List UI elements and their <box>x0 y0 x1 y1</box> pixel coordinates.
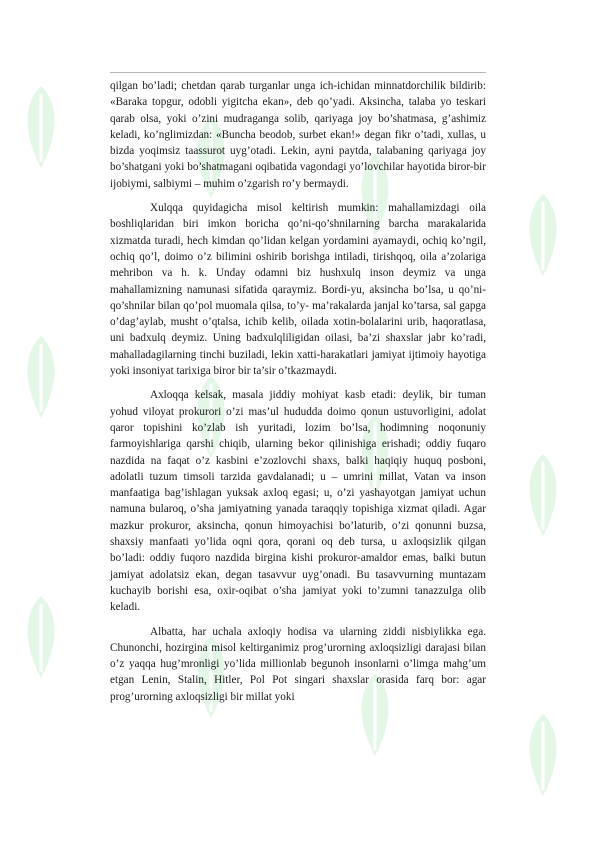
leaf-logo-icon <box>18 592 64 682</box>
body-text <box>110 78 486 713</box>
paragraph-4: Albatta, har uchala axloqiy hodisa va ularning ziddi nisbiylikka ega. Chunonchi, hozirgina misol keltirganimiz prog’urorning axloqsizligi darajasi bilan o’z yaqqa hug’mronligi yo’lida millionlab begunoh insonlarni o’limga mahg’um etgan Lenin, Stalin, Hitler, Pol Pot singari shaxslar orasida farq bor: agar prog’urorning axloqsizligi bir millat yoki <box>110 625 486 703</box>
leaf-logo-icon <box>520 190 566 280</box>
leaf-logo-icon <box>18 82 64 172</box>
paragraph-1: qilgan bo’ladi; chetdan qarab turganlar unga ich-ichidan minnatdorchilik bildirib: «Baraka topgur, odobli yigitcha ekan», deb qo’yadi. Aksincha, talaba yo teskari qarab olsa, yoki o’zini mudraganga solib, qariyaga joy bo’shatmasa, g’ashimiz keladi, ko’nglimizdan: «Buncha beodob, surbet ekan!» degan fikr o’tadi, xullas, u bizda yoqimsiz taassurot uyg’otadi. Lekin, ayni paytda, talabaning qariyaga joy bo’shatgani yoki bo’shatmagani oqibatida vagondagi yo’lovchilar hayotida biror-bir ijobiymi, salbiymi – muhim o’zgarish ro’y bermaydi. <box>110 80 486 190</box>
paragraph-3: Axloqqa kelsak, masala jiddiy mohiyat kasb etadi: deylik, bir tuman yohud viloyat prokurori o’zi mas’ul hududda doimo qonun ustuvorligini, adolat qaror topishini ko’zlab ish yuritadi, lozim bo’lsa, hodimning noqonuniy farmoyishlariga qarshi chiqib, ularning bekor qilinishiga erishadi; oddiy fuqaro nazdida na faqat o’z kasbini e’zozlovchi shaxs, balki haqiqiy huquq posboni, adolatli tuzum timsoli tarzida gavdalanadi; u – umrini millat, Vatan va inson manfaatiga bag’ishlagan yuksak axloq egasi; u, o’zi yashayotgan jamiyat uchun namuna bularoq, o’sha jamiyatning yanada taraqqiy topishiga xizmat qiladi. Agar mazkur prokuror, aksincha, qonun himoyachisi bo’laturib, o’zi qonunni buzsa, shaxsiy manfaati yo’lida oqni qora, qorani oq deb tursa, u axloqsizlik qilgan bo’ladi: oddiy fuqoro nazdida birgina kishi prokuror-amaldor emas, balki butun jamiyat adolatsiz ekan, degan tasavvur uyg’onadi. Bu tasavvurning muntazam kuchayib borishi esa, oxir-oqibat o’sha jamiyat yoki to’zumni tanazzulga olib keladi. <box>110 389 486 614</box>
leaf-logo-icon <box>520 450 566 540</box>
paragraph-2: Xulqqa quyidagicha misol keltirish mumkin: mahallamizdagi oila boshliqlaridan biri imkon boricha qo’ni-qo’shnilarning barcha marakalarida xizmatda turadi, hech kimdan qo’lidan kelgan yordamini ayamaydi, ochiq ko’ngil, ochiq qo’l, doimo o’z bilimini oshirib borishga intiladi, tirishqoq, oila a’zolariga mehribon va h. k. Unday odamni biz hushxulq inson deymiz va unga mahallamizning namunasi sifatida qaraymiz. Bordi-yu, aksincha bo’lsa, u qo’ni-qo’shnilar bilan qo’pol muomala qilsa, to’y- ma’rakalarda janjal ko’tarsa, sal gapga o’dag’aylab, musht o’qtalsa, ichib kelib, oilada xotin-bolalarini urib, haqoratlasa, uni badxulq deymiz. Uning badxulqliligidan oilasi, ba’zi shaxslar jabr ko’radi, mahalladagilarning tinchi buziladi, lekin xatti-harakatlari jamiyat ijtimoiy hayotiga yoki insoniyat tarixiga biror bir ta’sir o’tkazmaydi. <box>110 202 486 378</box>
leaf-logo-icon <box>18 332 64 422</box>
leaf-logo-icon <box>520 710 566 800</box>
header-rule <box>110 72 486 73</box>
